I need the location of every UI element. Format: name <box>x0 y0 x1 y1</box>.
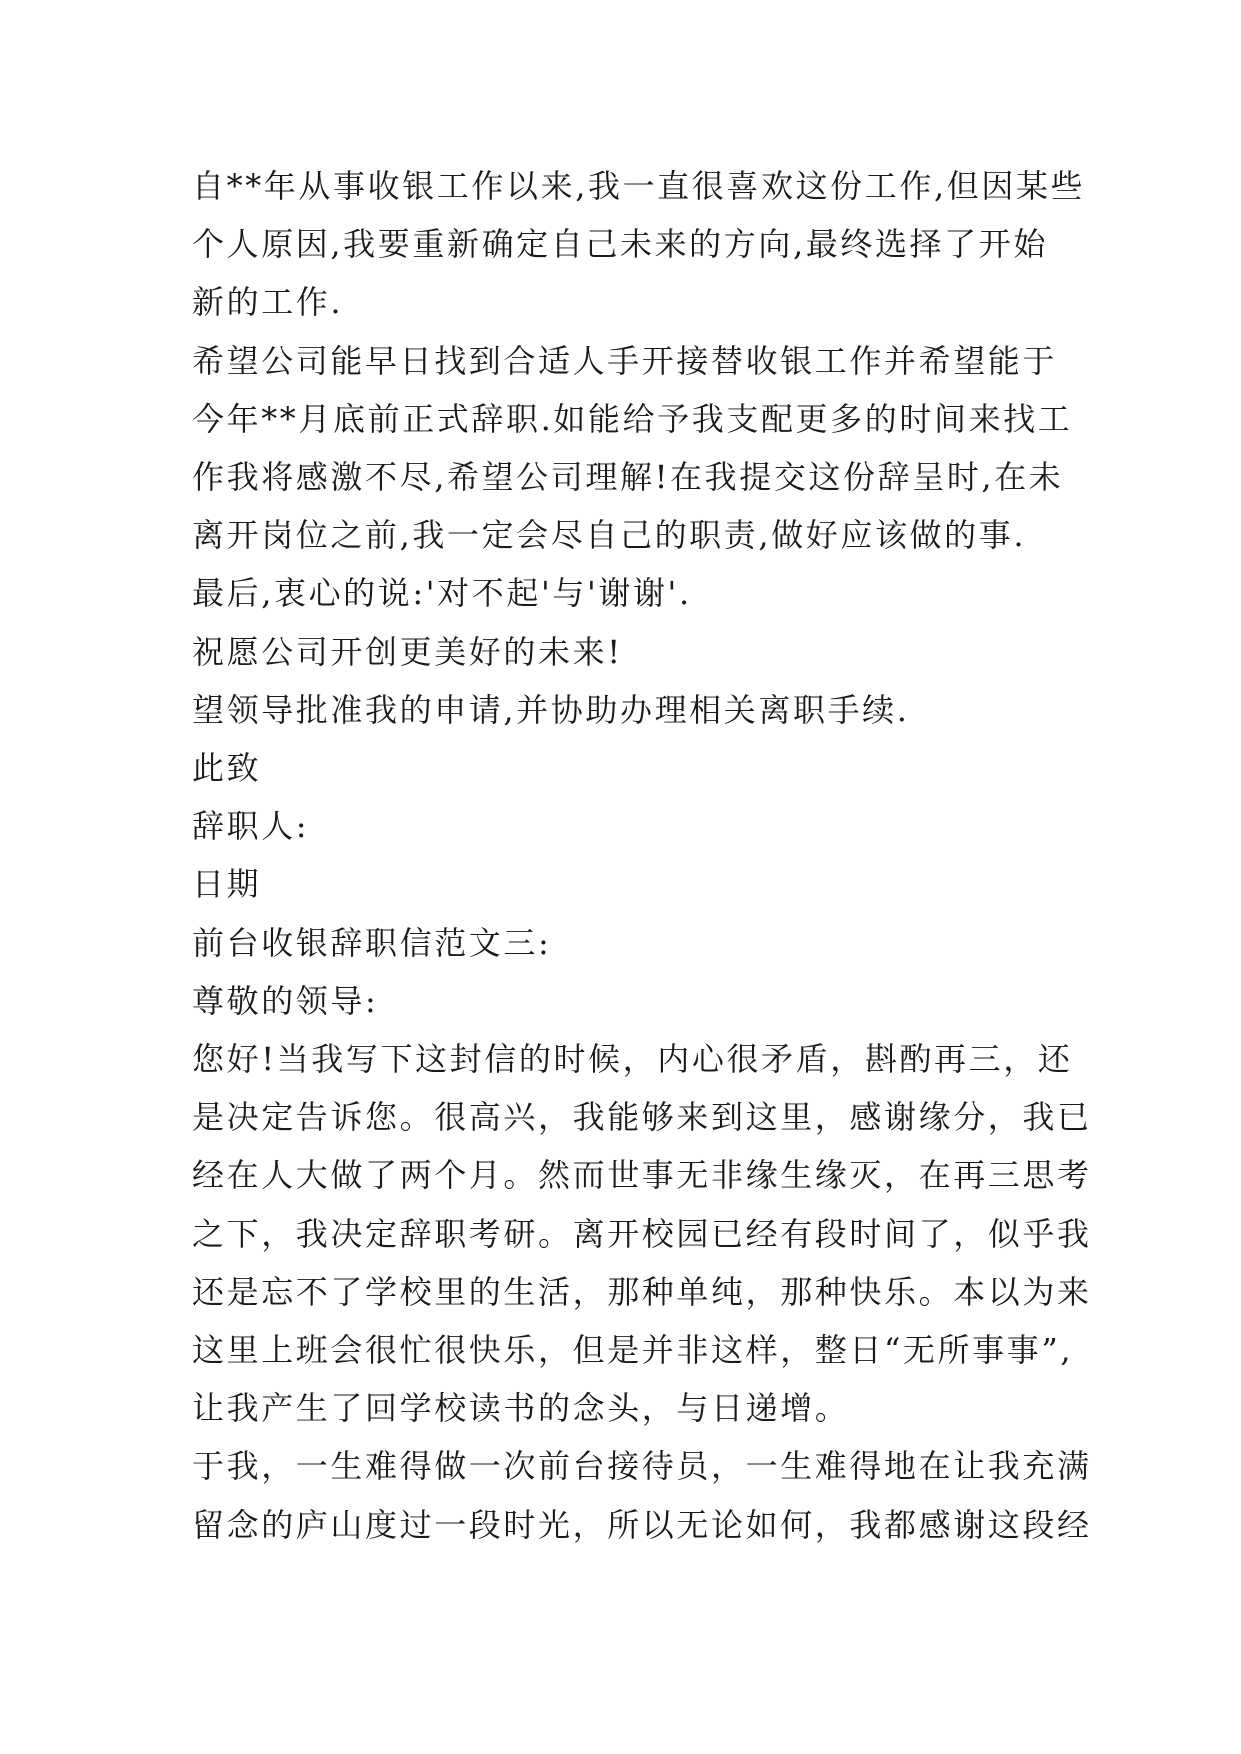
text-line: 辞职人: <box>192 807 310 846</box>
text-line: 希望公司能早日找到合适人手开接替收银工作并希望能于 <box>192 341 1058 380</box>
date-label <box>192 855 1062 913</box>
text-line: 于我，一生难得做一次前台接待员，一生难得地在让我充满 <box>192 1447 1092 1486</box>
text-line: 让我产生了回学校读书的念头，与日递增。 <box>192 1389 850 1428</box>
text-line: 今年**月底前正式辞职.如能给予我支配更多的时间来找工 <box>192 399 1073 438</box>
text-line: 新的工作. <box>192 283 344 322</box>
text-line: 前台收银辞职信范文三: <box>192 923 552 962</box>
text-line: 作我将感激不尽,希望公司理解!在我提交这份辞呈时,在未 <box>192 458 1064 497</box>
text-line: 还是忘不了学校里的生活，那种单纯，那种快乐。本以为来 <box>192 1272 1092 1311</box>
section-heading <box>192 914 1062 972</box>
text-line: 您好!当我写下这封信的时候，内心很矛盾，斟酌再三，还 <box>192 1040 1073 1079</box>
paragraph-thanks <box>192 564 1062 622</box>
paragraph-wish <box>192 623 1062 681</box>
text-line: 尊敬的领导: <box>192 981 379 1020</box>
text-line: 这里上班会很忙很快乐，但是并非这样，整日“无所事事”, <box>192 1331 1074 1370</box>
signature-label <box>192 797 1062 855</box>
text-line: 离开岗位之前,我一定会尽自己的职责,做好应该做的事. <box>192 516 1027 555</box>
greeting <box>192 972 1062 1030</box>
text-line: 留念的庐山度过一段时光，所以无论如何，我都感谢这段经 <box>192 1505 1092 1544</box>
text-line: 最后,衷心的说:'对不起'与'谢谢'. <box>192 574 692 613</box>
paragraph-hope <box>192 332 1073 565</box>
text-line: 之下，我决定辞职考研。离开校园已经有段时间了，似乎我 <box>192 1214 1092 1253</box>
closing-salutation <box>192 739 1062 797</box>
text-line: 望领导批准我的申请,并协助办理相关离职手续. <box>192 690 910 729</box>
text-line: 此致 <box>192 749 262 788</box>
text-line: 祝愿公司开创更美好的未来! <box>192 632 623 671</box>
text-line: 自**年从事收银工作以来,我一直很喜欢这份工作,但因某些 <box>192 167 1086 205</box>
text-line: 日期 <box>192 865 262 904</box>
paragraph-letter-body <box>192 1030 1092 1437</box>
text-line: 是决定告诉您。很高兴，我能够来到这里，感谢缘分，我已 <box>192 1098 1092 1137</box>
paragraph-request <box>192 681 1062 739</box>
text-line: 经在人大做了两个月。然而世事无非缘生缘灭，在再三思考 <box>192 1156 1092 1195</box>
document-body <box>192 157 1092 1554</box>
paragraph-intro <box>192 157 1086 332</box>
paragraph-gratitude <box>192 1437 1092 1553</box>
text-line: 个人原因,我要重新确定自己未来的方向,最终选择了开始 <box>192 225 1048 264</box>
